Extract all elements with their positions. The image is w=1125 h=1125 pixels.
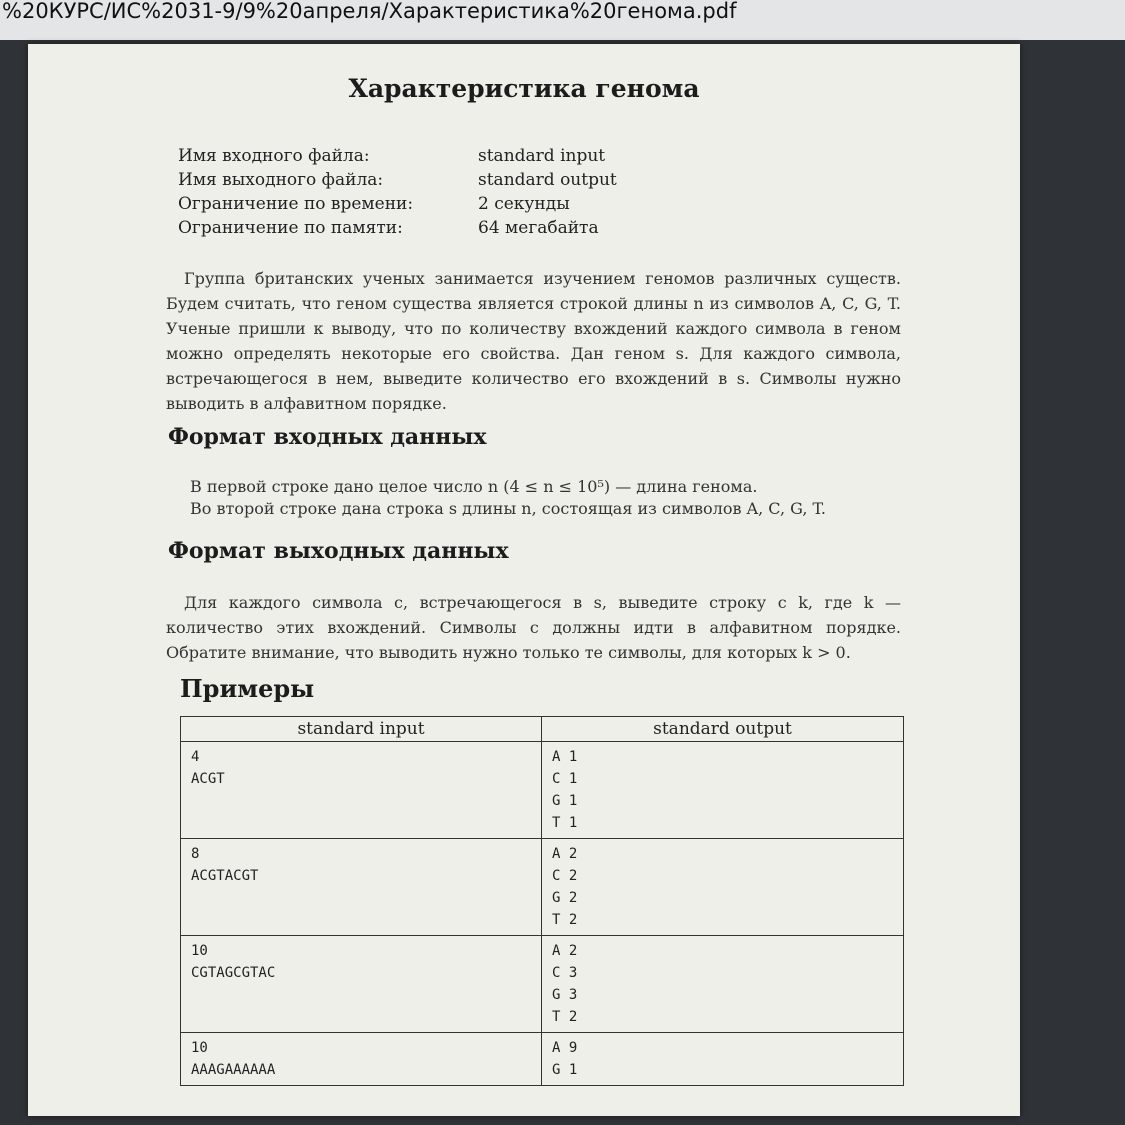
- output-format-heading: Формат выходных данных: [168, 538, 509, 564]
- input-format-heading: Формат входных данных: [168, 424, 487, 450]
- example-output: [542, 936, 904, 1033]
- output-line: G 1: [552, 793, 578, 809]
- example-output: [542, 742, 904, 839]
- output-line: A 2: [552, 846, 578, 862]
- example-output: [542, 839, 904, 936]
- output-line: C 1: [552, 771, 578, 787]
- input-line: 10: [191, 943, 208, 959]
- address-bar[interactable]: %20КУРС/ИС%2031-9/9%20апреля/Характеристика%20генома.pdf: [0, 0, 1125, 40]
- page-title: Характеристика генома: [348, 74, 700, 103]
- output-line: T 1: [552, 815, 578, 831]
- table-row: [181, 742, 904, 839]
- pdf-page: [28, 44, 1020, 1116]
- meta-label: Ограничение по памяти:: [178, 218, 403, 238]
- meta-row: [178, 168, 617, 192]
- output-format-text: [166, 590, 901, 665]
- problem-statement: [166, 266, 901, 416]
- problem-meta: [178, 144, 617, 240]
- output-line: A 2: [552, 943, 578, 959]
- input-line: AAAGAAAAAA: [191, 1062, 276, 1078]
- column-header: standard input: [181, 717, 542, 742]
- input-line: В первой строке дано целое число n (4 ≤ n ≤ 10⁵) — длина генома.: [190, 477, 758, 496]
- meta-label: Имя входного файла:: [178, 146, 370, 166]
- table-header-row: [181, 717, 904, 742]
- example-output: [542, 1033, 904, 1086]
- input-line: CGTAGCGTAC: [191, 965, 276, 981]
- output-text: Для каждого символа c, встречающегося в s, выведите строку c k, где k — количество этих вхождений. Символы c должны идти в алфавитном порядке. Обратите внимание, что выводить нужно только те символы, для которых k > 0.: [166, 593, 901, 662]
- table-row: [181, 936, 904, 1033]
- meta-row: [178, 192, 617, 216]
- input-line: 4: [191, 749, 200, 765]
- input-line: ACGTACGT: [191, 868, 259, 884]
- pdf-viewer[interactable]: [0, 40, 1125, 1125]
- meta-value: standard input: [478, 146, 606, 166]
- output-line: A 9: [552, 1040, 578, 1056]
- meta-value: standard output: [478, 170, 617, 190]
- output-line: G 1: [552, 1062, 578, 1078]
- meta-row: [178, 216, 617, 240]
- table-row: [181, 1033, 904, 1086]
- input-format-text: [190, 476, 826, 520]
- output-line: C 2: [552, 868, 578, 884]
- output-line: A 1: [552, 749, 578, 765]
- meta-label: Ограничение по времени:: [178, 194, 414, 214]
- meta-value: 2 секунды: [478, 194, 570, 214]
- output-line: G 3: [552, 987, 578, 1003]
- input-line: ACGT: [191, 771, 225, 787]
- example-input: [181, 1033, 542, 1086]
- examples-heading: Примеры: [180, 674, 315, 703]
- example-input: [181, 839, 542, 936]
- table-row: [181, 839, 904, 936]
- meta-value: 64 мегабайта: [478, 218, 599, 238]
- input-line: 8: [191, 846, 200, 862]
- meta-label: Имя выходного файла:: [178, 170, 384, 190]
- input-line: Во второй строке дана строка s длины n, состоящая из символов A, C, G, T.: [190, 499, 826, 518]
- column-header: standard output: [542, 717, 904, 742]
- output-line: T 2: [552, 912, 578, 928]
- input-line: 10: [191, 1040, 208, 1056]
- meta-row: [178, 144, 617, 168]
- output-line: G 2: [552, 890, 578, 906]
- example-input: [181, 936, 542, 1033]
- output-line: C 3: [552, 965, 578, 981]
- example-input: [181, 742, 542, 839]
- output-line: T 2: [552, 1009, 578, 1025]
- statement-text: Группа британских ученых занимается изучением геномов различных существ. Будем считать, что геном существа является строкой длины n из символов A, C, G, T. Ученые пришли к выводу, что по количеству вхождений каждого символа в геном можно определять некоторые его свойства. Дан геном s. Для каждого символа, встречающегося в нем, выведите количество его вхождений в s. Символы нужно выводить в алфавитном порядке.: [166, 269, 901, 413]
- examples-table: [180, 716, 904, 1086]
